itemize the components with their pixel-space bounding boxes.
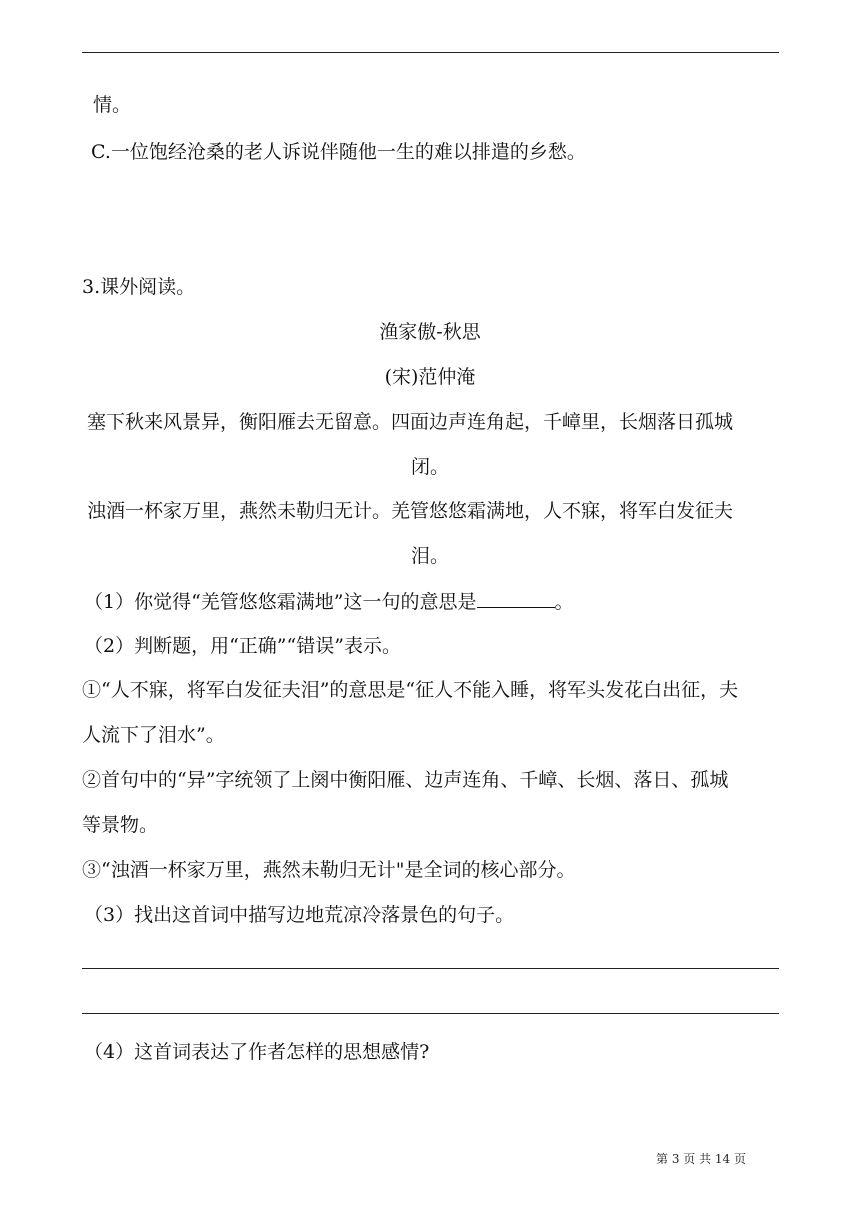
option-c: C.一位饱经沧桑的老人诉说伴随他一生的难以排遣的乡愁。 xyxy=(91,141,586,163)
answer-blank[interactable] xyxy=(477,589,555,608)
poem-stanza-2: 浊酒一杯家万里，燕然未勒归无计。羌管悠悠霜满地，人不寐，将军白发征夫 xyxy=(87,500,734,522)
judge-item-1: ①“人不寐，将军白发征夫泪”的意思是“征人不能入睡，将军头发花白出征，夫 xyxy=(82,679,739,701)
judge-item-1-cont: 人流下了泪水”。 xyxy=(82,724,225,746)
poem-stanza-2-end: 泪。 xyxy=(410,545,449,567)
judge-item-2: ②首句中的“异”字统领了上阕中衡阳雁、边声连角、千嶂、长烟、落日、孤城 xyxy=(82,769,729,791)
sub-question-1-end: 。 xyxy=(554,591,574,613)
poem-author: (宋)范仲淹 xyxy=(384,366,476,388)
continued-text: 情。 xyxy=(93,94,132,116)
poem-stanza-1: 塞下秋来风景异，衡阳雁去无留意。四面边声连角起，千嶂里，长烟落日孤城 xyxy=(87,411,734,433)
poem-stanza-1-end: 闭。 xyxy=(410,456,449,478)
answer-line-1[interactable] xyxy=(82,968,779,969)
judge-item-2-cont: 等景物。 xyxy=(82,814,159,836)
sub-question-2: （2）判断题，用“正确”“错误”表示。 xyxy=(84,635,401,657)
question-3-heading: 3.课外阅读。 xyxy=(82,276,196,298)
sub-question-1 xyxy=(84,589,574,614)
page-number: 第 3 页 共 14 页 xyxy=(656,1152,746,1166)
poem-title: 渔家傲-秋思 xyxy=(379,321,481,343)
sub-question-1-text: （1）你觉得“羌管悠悠霜满地”这一句的意思是 xyxy=(84,591,477,613)
judge-item-3: ③“浊酒一杯家万里，燕然未勒归无计"是全词的核心部分。 xyxy=(82,859,576,881)
answer-line-2[interactable] xyxy=(82,1013,779,1014)
sub-question-4: （4）这首词表达了作者怎样的思想感情? xyxy=(84,1041,430,1063)
sub-question-3: （3）找出这首词中描写边地荒凉冷落景色的句子。 xyxy=(84,904,515,926)
header-rule xyxy=(82,52,779,53)
